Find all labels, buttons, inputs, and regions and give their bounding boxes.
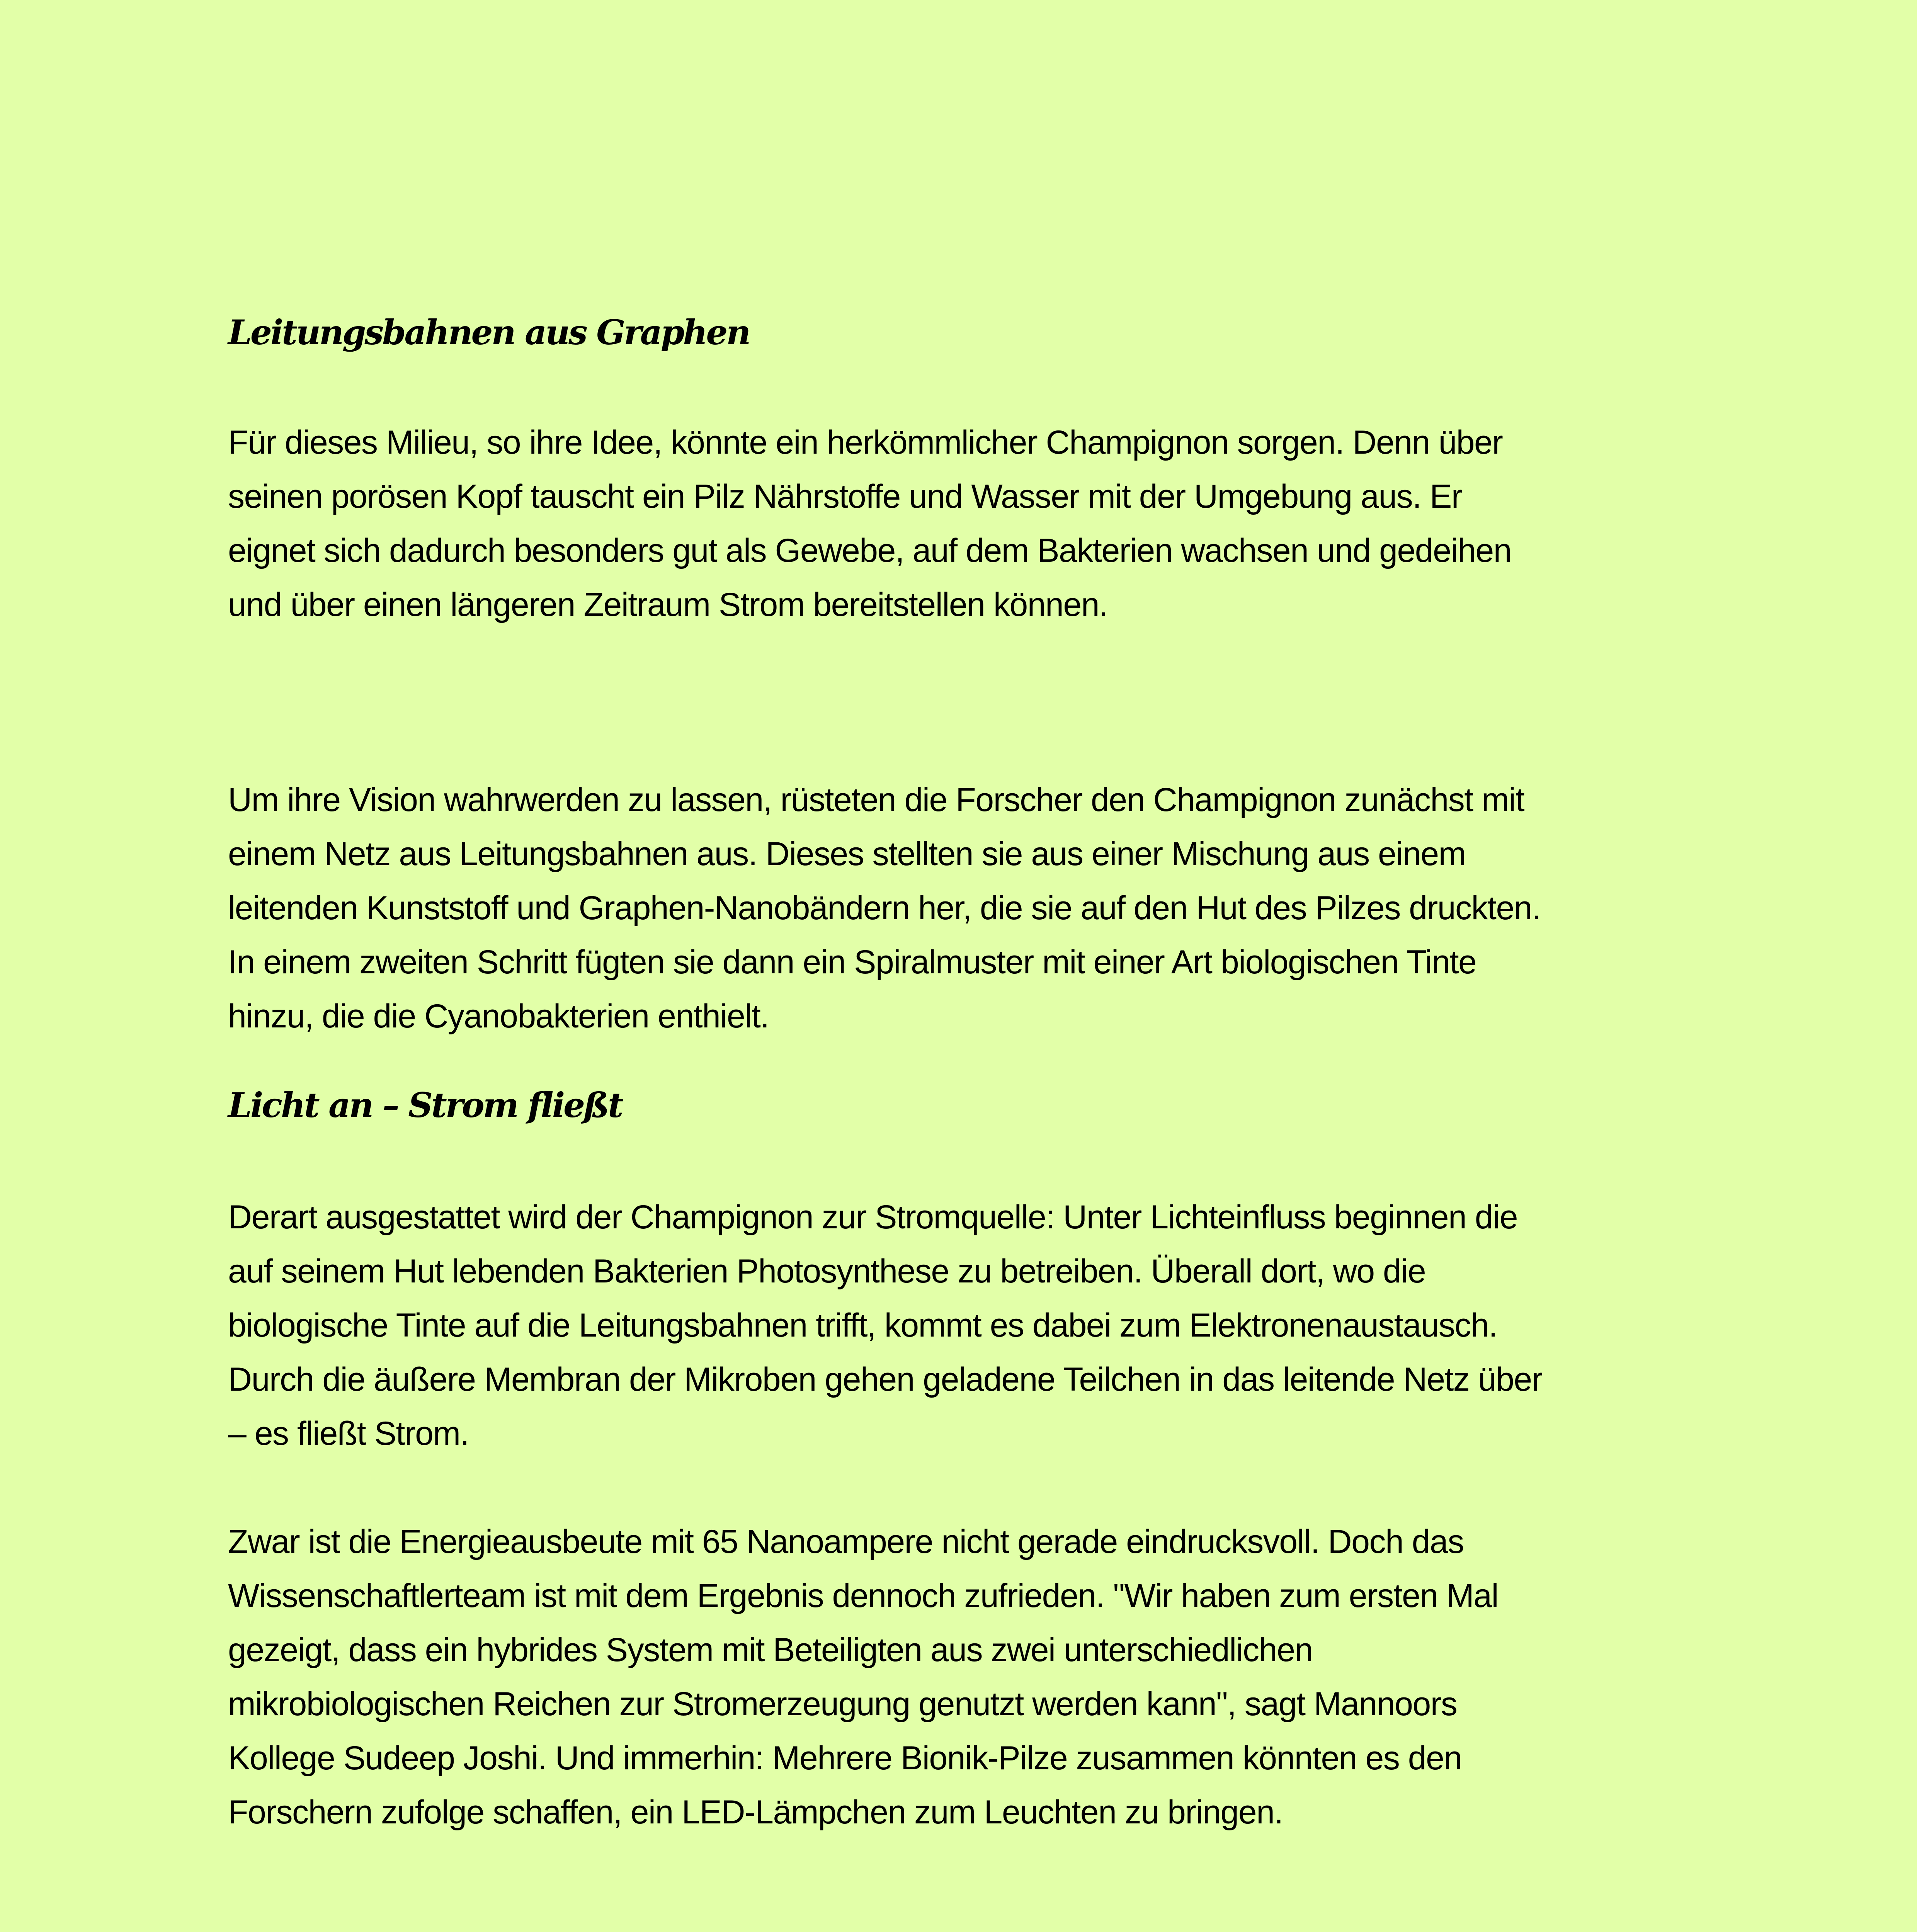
paragraph-line: eignet sich dadurch besonders gut als Gewebe, auf dem Bakterien wachsen und gedeihen [228, 532, 1512, 569]
paragraph-line: Wissenschaftlerteam ist mit dem Ergebnis dennoch zufrieden. "Wir haben zum ersten Mal [228, 1577, 1499, 1614]
section-heading: Leitungsbahnen aus Graphen [228, 312, 750, 352]
paragraph-line: biologische Tinte auf die Leitungsbahnen trifft, kommt es dabei zum Elektronenaustausch. [228, 1307, 1497, 1344]
paragraph-line: Derart ausgestattet wird der Champignon zur Stromquelle: Unter Lichteinfluss beginnen die [228, 1199, 1518, 1236]
paragraph-line: Für dieses Milieu, so ihre Idee, könnte ein herkömmlicher Champignon sorgen. Denn über [228, 424, 1503, 461]
paragraph-line: leitenden Kunststoff und Graphen-Nanobändern her, die sie auf den Hut des Pilzes druckten. [228, 889, 1541, 927]
paragraph-line: – es fließt Strom. [228, 1415, 469, 1452]
paragraph-line: hinzu, die die Cyanobakterien enthielt. [228, 998, 769, 1035]
paragraph-line: und über einen längeren Zeitraum Strom bereitstellen können. [228, 586, 1108, 623]
paragraph-line: mikrobiologischen Reichen zur Stromerzeugung genutzt werden kann", sagt Mannoors [228, 1685, 1457, 1723]
paragraph [228, 1515, 1735, 1839]
paragraph-line: seinen porösen Kopf tauscht ein Pilz Nährstoffe und Wasser mit der Umgebung aus. Er [228, 478, 1462, 515]
paragraph [228, 773, 1735, 1043]
paragraph-line: einem Netz aus Leitungsbahnen aus. Dieses stellten sie aus einer Mischung aus einem [228, 835, 1466, 872]
paragraph [228, 415, 1735, 632]
paragraph-line: Um ihre Vision wahrwerden zu lassen, rüsteten die Forscher den Champignon zunächst mit [228, 781, 1524, 818]
paragraph-line: Forschern zufolge schaffen, ein LED-Lämpchen zum Leuchten zu bringen. [228, 1794, 1283, 1831]
paragraph [228, 1190, 1735, 1461]
paragraph-line: In einem zweiten Schritt fügten sie dann ein Spiralmuster mit einer Art biologischen Tinte [228, 944, 1476, 981]
paragraph-line: auf seinem Hut lebenden Bakterien Photosynthese zu betreiben. Überall dort, wo die [228, 1253, 1426, 1290]
paragraph-line: gezeigt, dass ein hybrides System mit Beteiligten aus zwei unterschiedlichen [228, 1631, 1313, 1668]
section-heading: Licht an – Strom fließt [228, 1085, 622, 1125]
paragraph-line: Durch die äußere Membran der Mikroben gehen geladene Teilchen in das leitende Netz über [228, 1361, 1542, 1398]
paragraph-line: Zwar ist die Energieausbeute mit 65 Nanoampere nicht gerade eindrucksvoll. Doch das [228, 1523, 1464, 1560]
paragraph-line: Kollege Sudeep Joshi. Und immerhin: Mehrere Bionik-Pilze zusammen könnten es den [228, 1740, 1462, 1777]
